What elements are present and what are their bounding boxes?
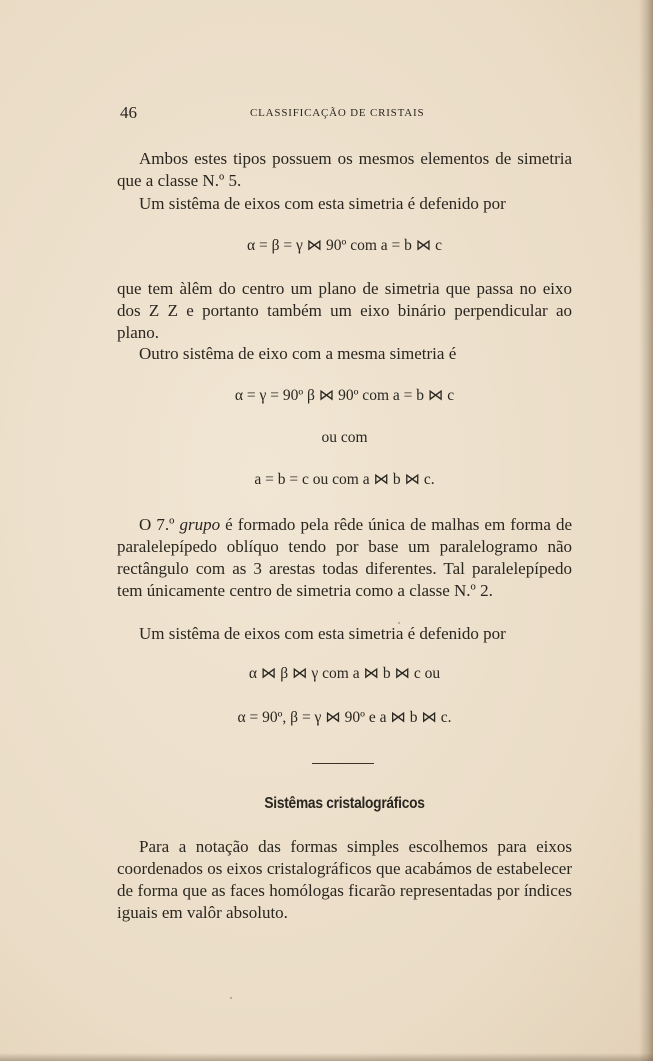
page-edge-shadow bbox=[639, 0, 653, 1061]
paragraph-other-axis-system: Outro sistêma de eixo com a mesma simetria é bbox=[139, 344, 457, 363]
section-divider bbox=[312, 763, 374, 764]
paragraph-notation: Para a notação das formas simples escolhemos para eixos coordenados os eixos cristalográficos que acabámos de estabelecer de forma que as faces homólogas ficarão representadas por índices iguais em valôr absoluto. bbox=[117, 837, 572, 922]
section-title: Sistêmas cristalográficos bbox=[264, 795, 425, 812]
page-number: 46 bbox=[120, 103, 137, 122]
page-header bbox=[120, 103, 572, 127]
group-number: O 7.º bbox=[139, 515, 175, 534]
page-bottom-shadow bbox=[0, 1053, 653, 1061]
paragraph-axis-system-1: Um sistêma de eixos com esta simetria é defenido por bbox=[139, 194, 506, 213]
paragraph-axis-system-2: Um sistêma de eixos com esta simetria é defenido por bbox=[139, 624, 506, 643]
formula-3: a = b = c ou com a ⋈ b ⋈ c. bbox=[254, 471, 435, 488]
formula-1: α = β = γ ⋈ 90º com a = b ⋈ c bbox=[246, 237, 443, 254]
paper-speck bbox=[398, 622, 400, 624]
formula-4: α ⋈ β ⋈ γ com a ⋈ b ⋈ c ou bbox=[248, 665, 441, 682]
formula-2: α = γ = 90º β ⋈ 90º com a = b ⋈ c bbox=[234, 387, 455, 404]
running-head: CLASSIFICAÇÃO DE CRISTAIS bbox=[250, 107, 425, 119]
paper-speck bbox=[230, 997, 232, 999]
group-description: é formado pela rêde única de malhas em forma de paralelepípedo oblíquo tendo por base um paralelogramo não rectângulo com as 3 arestas todas diferentes. Tal paralelepípedo tem únicamente centro de simetria como a classe N.º 2. bbox=[117, 515, 572, 600]
paragraph-symmetry-plane: que tem àlêm do centro um plano de simetria que passa no eixo dos Z Z e portanto também um eixo binário perpendicular ao plano. bbox=[117, 279, 572, 342]
group-word-italic: grupo bbox=[179, 515, 221, 534]
formula-5: α = 90º, β = γ ⋈ 90º e a ⋈ b ⋈ c. bbox=[237, 709, 452, 726]
paragraph-seventh-group bbox=[117, 514, 572, 602]
formula-or-with: ou com bbox=[321, 429, 368, 446]
paragraph-symmetry-class: Ambos estes tipos possuem os mesmos elementos de simetria que a classe N.º 5. bbox=[117, 149, 572, 190]
